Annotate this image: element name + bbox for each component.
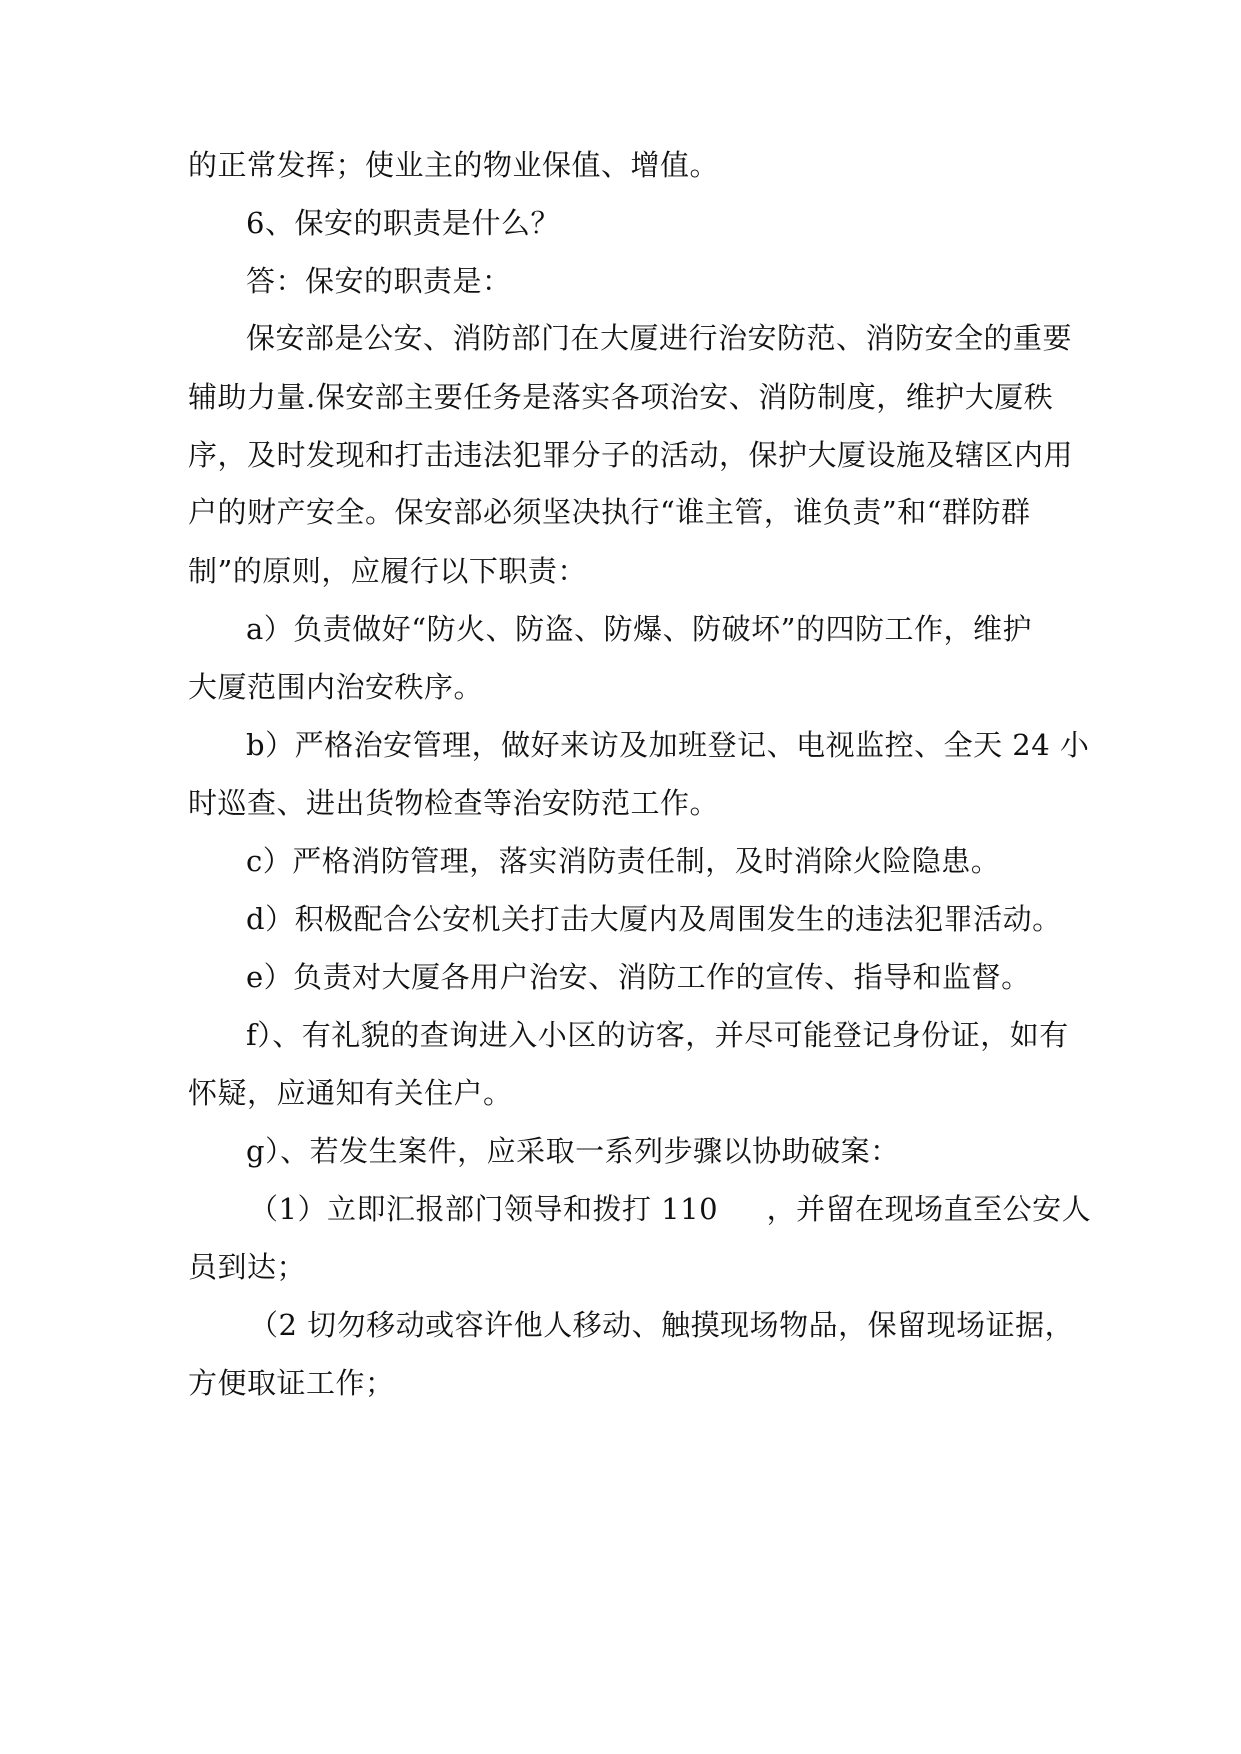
text-line: 辅助力量.保安部主要任务是落实各项治安、消防制度，维护大厦秩 — [188, 380, 1054, 414]
text-line: 制”的原则，应履行以下职责： — [188, 554, 587, 588]
list-item-e: e）负责对大厦各用户治安、消防工作的宣传、指导和监督。 — [246, 960, 1031, 994]
text-line: 序，及时发现和打击违法犯罪分子的活动，保护大厦设施及辖区内用 — [188, 438, 1074, 472]
list-item-g: g）、若发生案件，应采取一系列步骤以协助破案： — [246, 1134, 900, 1168]
answer-label: 答：保安的职责是： — [246, 264, 512, 298]
text-line: 方便取证工作； — [188, 1366, 395, 1400]
list-item-f: f）、有礼貌的查询进入小区的访客，并尽可能登记身份证，如有 — [246, 1018, 1069, 1052]
list-item-b: b）严格治安管理，做好来访及加班登记、电视监控、全天 24 小 — [246, 728, 1090, 762]
text-line: 员到达； — [188, 1250, 307, 1284]
sub-item-2: （2 切勿移动或容许他人移动、触摸现场物品，保留现场证据， — [249, 1308, 1075, 1342]
text-line: 时巡查、进出货物检查等治安防范工作。 — [188, 786, 720, 820]
text-line: 保安部是公安、消防部门在大厦进行治安防范、消防安全的重要 — [246, 321, 1073, 355]
list-item-c: c）严格消防管理，落实消防责任制，及时消除火险隐患。 — [246, 844, 1001, 878]
text-line: 怀疑，应通知有关住户。 — [188, 1076, 513, 1110]
text-line: 户的财产安全。保安部必须坚决执行“谁主管，谁负责”和“群防群 — [188, 495, 1031, 529]
text-line: 的正常发挥；使业主的物业保值、增值。 — [188, 148, 720, 182]
list-item-d: d）积极配合公安机关打击大厦内及周围发生的违法犯罪活动。 — [246, 902, 1062, 936]
sub-item-1: （1）立即汇报部门领导和拨打 110 ，并留在现场直至公安人 — [249, 1192, 1092, 1226]
question-heading: 6、保安的职责是什么？ — [246, 206, 560, 240]
text-line: 大厦范围内治安秩序。 — [188, 670, 484, 704]
list-item-a: a）负责做好“防火、防盗、防爆、防破坏”的四防工作，维护 — [246, 612, 1032, 646]
